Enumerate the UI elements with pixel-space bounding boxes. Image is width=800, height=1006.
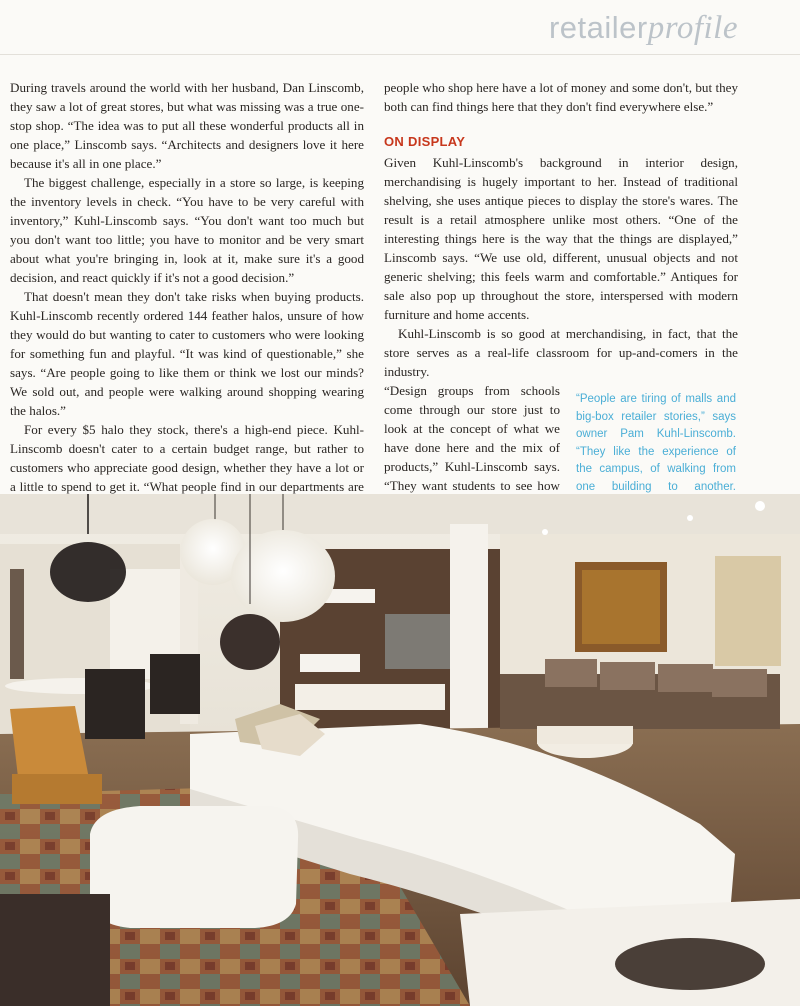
- header-rule: [0, 54, 800, 55]
- paragraph: Given Kuhl-Linscomb's background in interior design, merchandising is hugely important to her. Instead of traditional shelving, she uses antique pieces to display the store's wares. The result is a retail atmosphere unlike most others. “One of the interesting things here is the way that the things are displayed,” Linscomb says. “We use old, different, unusual objects and not generic shelving; this feels warm and comfortable.” Antiques for sale also pop up throughout the store, interspersed with modern furniture and home accents.: [384, 155, 738, 322]
- paragraph: During travels around the world with her husband, Dan Linscomb, they saw a lot of great stores, but what was missing was a true one-stop shop. “The idea was to put all these wonderful products all in one place,” Linscomb says. “Architects and designers love it here because it's all in one place.”: [10, 80, 364, 171]
- header-word-retailer: retailer: [548, 10, 648, 45]
- paragraph: The biggest challenge, especially in a store so large, is keeping the inventory levels in check. “You have to be very careful with inventory,” Kuhl-Linscomb says. “You don't want too much but you don't want too little; you have to monitor and be very smart about what you're bringing in, look at it, make sure it's a good decision, and react quickly if it's not a good decision.”: [10, 175, 364, 285]
- paragraph: people who shop here have a lot of money and some don't, but they both can find things here that they don't find everywhere else.”: [384, 80, 738, 114]
- paragraph: That doesn't mean they don't take risks when buying products. Kuhl-Linscomb recently ordered 144 feather halos, unsure of how they would do but wanting to cater to customers who were looking for something fun and playful. “It was kind of questionable,” she says. “Are people going to like them or think we lost our minds? We sold out, and people were walking around shopping wearing the halos.”: [10, 289, 364, 418]
- left-column: [10, 78, 364, 553]
- section-header: [549, 10, 738, 47]
- paragraph: “Design groups from schools come through our store just to look at the concept of what we have done here and the mix of products,” Kuhl-Linscomb says. “They want students to see how: [384, 383, 560, 493]
- photo-illustration: [0, 494, 800, 1006]
- header-word-profile: profile: [647, 10, 738, 46]
- store-interior-photo: [0, 494, 800, 1006]
- paragraph: Kuhl-Linscomb is so good at merchandising, in fact, that the store serves as a real-life classroom for up-and-comers in the industry.: [384, 326, 738, 379]
- pull-quote: “People are tiring of malls and big-box retailer stories,” says owner Pam Kuhl-Linscomb. “They like the experience of the campus, of walking from one building to another.: [576, 393, 736, 493]
- paragraph: For every $5 halo they stock, there's a high-end piece. Kuhl-Linscomb doesn't cater to a certain budget range, but rather to customers who appreciate good design, whether they have a lot or a little to spend to get it. “What people find in our departments are: [10, 422, 364, 494]
- subheading-on-display: ON DISPLAY: [384, 134, 466, 149]
